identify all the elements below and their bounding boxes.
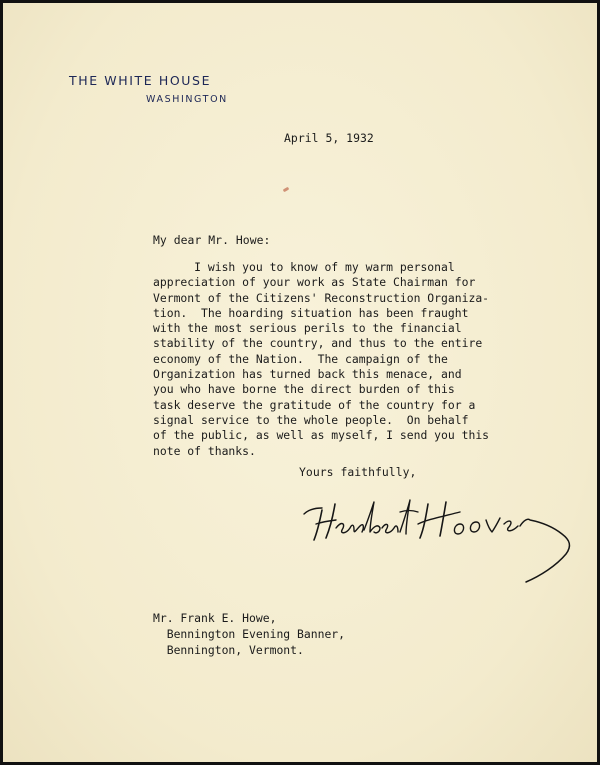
- letterhead-title: THE WHITE HOUSE: [69, 73, 212, 88]
- body-line: with the most serious perils to the financial: [153, 321, 462, 336]
- handwritten-signature: [300, 490, 585, 590]
- body-line: economy of the Nation. The campaign of the: [153, 351, 448, 366]
- scan-border: [0, 0, 3, 765]
- body-line: Organization has turned back this menace, and: [153, 367, 462, 382]
- body-line: I wish you to know of my warm personal: [153, 260, 455, 274]
- body-line: you who have borne the direct burden of this: [153, 382, 455, 397]
- addressee-block: [153, 610, 345, 658]
- letter-date: April 5, 1932: [284, 131, 374, 145]
- letter-body: [153, 260, 489, 459]
- ink-speck: [283, 187, 290, 193]
- body-line: tion. The hoarding situation has been fraught: [153, 305, 469, 320]
- body-line: Vermont of the Citizens' Reconstruction Organiza-: [153, 290, 490, 305]
- body-line: appreciation of your work as State Chairman for: [153, 275, 476, 290]
- addressee-line: Bennington Evening Banner,: [153, 627, 346, 641]
- body-line: task deserve the gratitude of the country for a: [153, 397, 476, 412]
- letterhead-location: WASHINGTON: [146, 94, 228, 105]
- scan-border: [0, 0, 600, 3]
- addressee-line: Mr. Frank E. Howe,: [153, 611, 277, 625]
- closing: Yours faithfully,: [299, 465, 417, 479]
- body-line: stability of the country, and thus to the entire: [153, 336, 483, 351]
- body-line: of the public, as well as myself, I send you this: [153, 428, 490, 443]
- addressee-line: Bennington, Vermont.: [153, 643, 304, 657]
- body-line: signal service to the whole people. On behalf: [153, 412, 469, 427]
- body-line: note of thanks.: [153, 443, 256, 458]
- salutation: My dear Mr. Howe:: [153, 233, 271, 247]
